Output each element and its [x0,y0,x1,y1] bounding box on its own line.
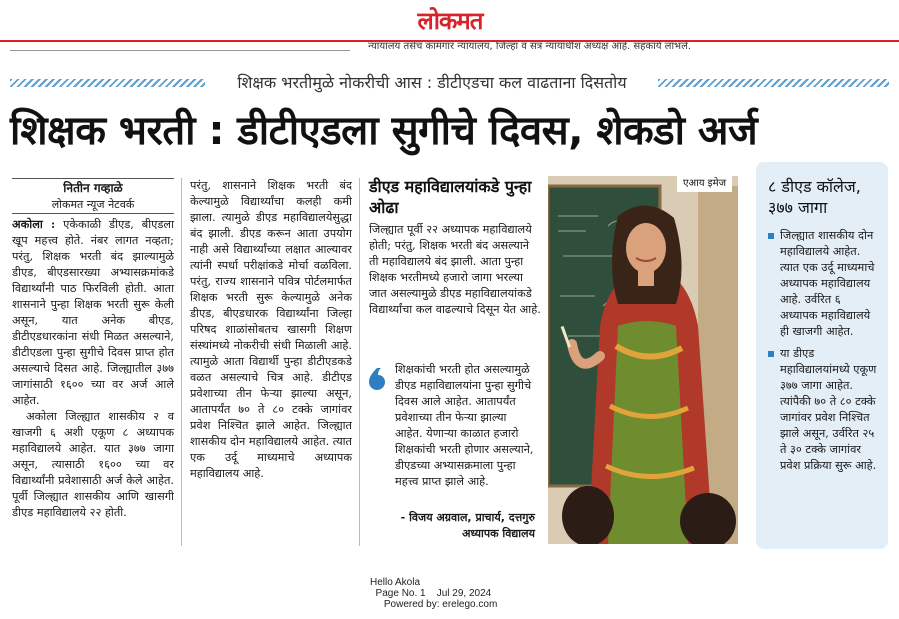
quote-icon [367,366,387,390]
facts-sidebar [756,162,888,549]
photo-credit: एआय इमेज [677,176,732,192]
teacher-photo [548,176,738,544]
article-paragraph: अकोला जिल्ह्यात शासकीय २ व खाजगी ६ अशी एकूण ८ अध्यापक महाविद्यालये आहेत. यात ३७७ जागा असून, त्यासाठी १६०० च्या वर विद्यार्थ्यांनी प्रवेशासाठी अर्ज केले आहेत. पूर्वी जिल्ह्यात शासकीय आणि खासगी डीएड महाविद्यालये २२ होती. [12,410,174,519]
kicker-hatch-right [658,79,889,87]
side-story-body: जिल्ह्यात पूर्वी २२ अध्यापक महाविद्यालये होती; परंतु, शिक्षक भरती बंद असल्याने ती महाविद्यालये बंद झाली. आता पुन्हा शिक्षक भरतीमध्ये हजारो जागा भरल्या जात असल्यामुळे डीएड महाविद्यालयांकडे विद्यार्थ्यांचा कल वाढल्याचे दिसून येत आहे. [369,223,541,316]
article-paragraph [12,216,174,409]
byline [12,178,174,214]
sidebar-title: ८ डीएड कॉलेज, ३७७ जागा [768,177,861,217]
quote-attribution: - विजय अग्रवाल, प्राचार्य, दत्तगुरु अध्यापक विद्यालय [400,511,535,540]
quote-text: शिक्षकांची भरती होत असल्यामुळे डीएड महाविद्यालयांना पुन्हा सुगीचे दिवस आले आहेत. आतापर्यंत प्रवेशाच्या तीन फेऱ्या झाल्या आहेत. येणाऱ्या काळात हजारो शिक्षकांची भरती होणार असल्याने, डीएडच्या अभ्यासक्रमाला पुन्हा महत्त्व प्राप्त झाले आहे. [395,363,534,488]
masthead [0,0,899,52]
byline-agency: लोकमत न्यूज नेटवर्क [51,198,135,211]
footer-page-date: Page No. 1 Jul 29, 2024 [370,588,492,599]
kicker-hatch-left [10,79,205,87]
column-rule [181,178,182,546]
footer-edition: Hello Akola [370,577,421,588]
dateline: अकोला : [12,217,56,231]
previous-article-strip: न्यायालय तसेच कामगार न्यायालय, जिल्हा व सत्र न्यायाधीश अध्यक्ष आहे. सहकार्य लाभले. [368,42,692,52]
article-column-2 [190,178,352,482]
lokmat-logo: लोकमत [417,7,483,35]
sidebar-list [768,228,878,474]
article-column-1 [12,178,174,521]
byline-name: नितीन गव्हाळे [63,181,123,195]
side-story-heading: डीएड महाविद्यालयांकडे पुन्हा ओढा [369,177,532,217]
page-footer [370,577,570,610]
quote-box [367,362,537,490]
kicker: शिक्षक भरतीमुळे नोकरीची आस : डीटीएडचा कल वाढताना दिसतोय [237,73,627,92]
column-rule [359,178,360,546]
sidebar-item: या डीएड महाविद्यालयांमध्ये एकूण ३७७ जागा आहेत. त्यांपैकी ७० ते ८० टक्के जागांवर प्रवेश निश्चित झाले असून, उर्वरित २५ ते ३० टक्के जागांवर प्रवेश प्रक्रिया सुरू आहे. [768,346,878,474]
divider [10,50,350,51]
article-text: एकेकाळी डीएड, बीएडला खूप महत्त्व होते. नंबर लागत नव्हता; परंतु, शिक्षक भरती बंद झाल्यामुळे डीएड, बीएडसारख्या अभ्यासक्रमांकडे विद्यार्थ्यांनी पाठ फिरविली होती. आता शासनाने पुन्हा शिक्षक भरती सुरू केली असून, यात अनेक बीएड, डीटीएडधारकांना संधी मिळत असल्याने, डीटीएडला पुन्हा सुगीचे दिवस प्राप्त होत असल्याचे दिसत आहे. जिल्ह्यातील ३७७ जागांसाठी १६०० च्या वर अर्ज आले आहेत. [12,218,175,407]
footer-powered-by: Powered by: erelego.com [370,599,498,610]
article-paragraph: परंतु, शासनाने शिक्षक भरती बंद केल्यामुळे विद्यार्थ्यांचा कलही कमी झाला. त्यामुळे डीएड महाविद्यालयेसुद्धा बंद झाली. डीएड करून आता उपयोग नाही असे विद्यार्थ्यांच्या लक्षात आल्यावर त्यांनी स्पर्धा परीक्षांकडे मोर्चा वळविला. परंतु, राज्य शासनाने पवित्र पोर्टलमार्फत शिक्षक भरती सुरू केल्यामुळे अनेक डीएड, बीएडधारक विद्यार्थ्यांना जिल्हा परिषद शाळांसोबतच खासगी शिक्षण संस्थांमध्ये नोकरीची संधी मिळाली आहे. त्यामुळे आता विद्यार्थी पुन्हा डीटीएडकडे वळत असल्याचे चित्र आहे. डीटीएड प्रवेशाच्या तीन फेऱ्या झाल्या असून, आतापर्यंत ७० ते ८० टक्के जागांवर प्रवेश निश्चित झाले आहेत. जिल्ह्यात शासकीय दोन महाविद्यालये आहेत. त्यात एक उर्दू माध्यमाचे अध्यापक महाविद्यालय आहे. [190,179,352,480]
headline: शिक्षक भरती : डीटीएडला सुगीचे दिवस, शेकडो अर्ज [10,108,758,154]
teacher-illustration [548,176,738,544]
sidebar-item: जिल्ह्यात शासकीय दोन महाविद्यालये आहेत. त्यात एक उर्दू माध्यमाचे अध्यापक महाविद्यालय आहे. उर्वरित ६ अध्यापक महाविद्यालये ही खाजगी आहेत. [768,228,878,340]
kicker-row [10,72,889,94]
